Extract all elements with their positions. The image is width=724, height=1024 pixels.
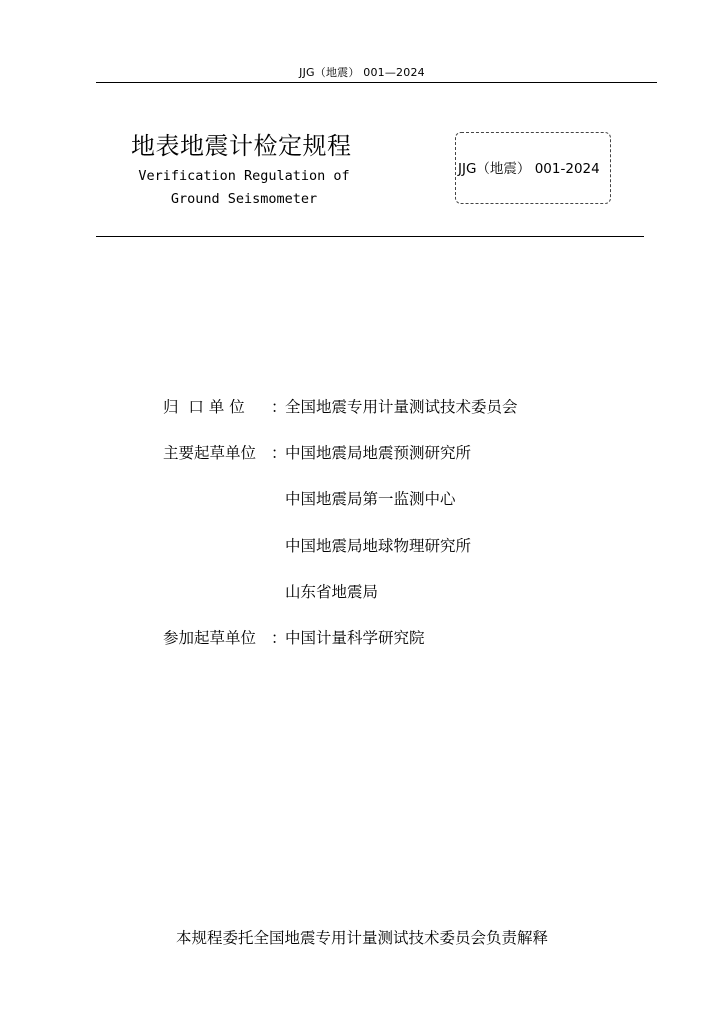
participating-unit-value: 中国计量科学研究院 — [285, 629, 425, 647]
colon: ： — [271, 629, 287, 647]
colon: ： — [271, 444, 287, 462]
main-drafting-unit-value: 中国地震局地震预测研究所 — [285, 444, 472, 462]
responsible-unit-row — [163, 395, 518, 417]
standard-code: JJG（地震） 001-2024 — [458, 161, 600, 177]
title-english-line1: Verification Regulation of — [138, 168, 350, 184]
responsible-unit-label: 归 口 单 位 — [163, 398, 245, 416]
footer-note: 本规程委托全国地震专用计量测试技术委员会负责解释 — [175, 929, 548, 947]
running-header: JJG（地震） 001—2024 — [299, 66, 425, 79]
participating-unit-label: 参加起草单位 — [163, 629, 257, 647]
main-drafting-unit-value: 中国地震局第一监测中心 — [285, 490, 456, 508]
header-rule — [96, 82, 657, 83]
standard-code-box — [455, 132, 611, 204]
colon: ： — [271, 398, 287, 416]
title-english — [120, 165, 368, 211]
main-drafting-unit-value: 中国地震局地球物理研究所 — [285, 537, 472, 555]
title-rule — [96, 236, 644, 237]
title-chinese: 地表地震计检定规程 — [131, 132, 352, 160]
responsible-unit-value: 全国地震专用计量测试技术委员会 — [285, 398, 518, 416]
title-english-line2: Ground Seismometer — [170, 191, 318, 207]
main-drafting-unit-value: 山东省地震局 — [285, 583, 379, 601]
main-drafting-unit-row — [163, 441, 471, 463]
main-drafting-unit-label: 主要起草单位 — [163, 444, 257, 462]
participating-unit-row — [163, 626, 425, 648]
